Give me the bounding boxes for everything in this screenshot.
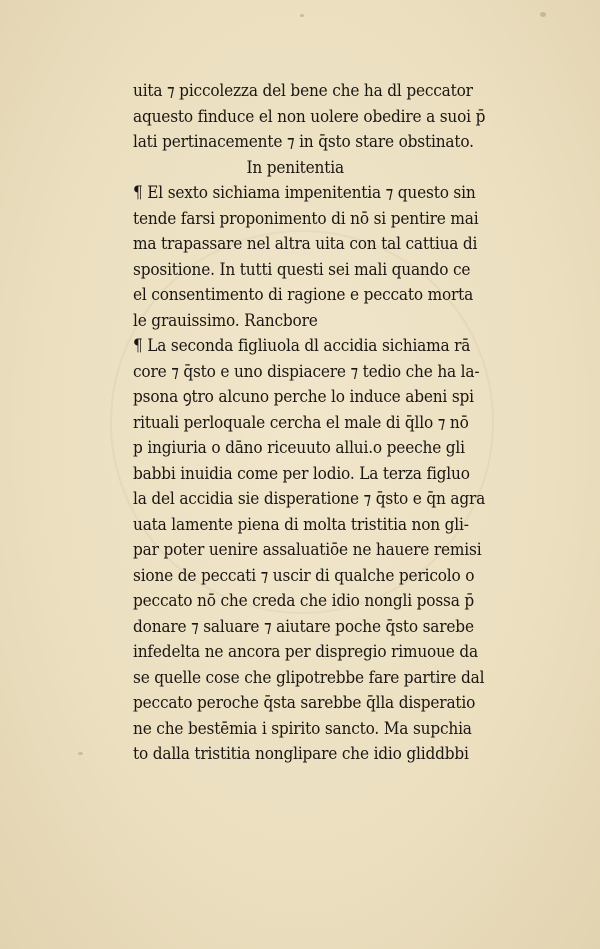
text-line: to dalla tristitia nonglipare che idio gliddbbi xyxy=(133,744,469,763)
text-line: aquesto finduce el non uolere obedire a suoi p̄ xyxy=(133,106,486,126)
text-line: se quelle cose che glipotrebbe fare partire dal xyxy=(133,667,485,687)
text-line: ne che bestēmia i spirito sancto. Ma supchia xyxy=(133,718,472,738)
text-line: peccato nō che creda che idio nongli possa p̄ xyxy=(133,591,475,610)
text-line: psona ꝯtro alcuno perche lo induce abeni spi xyxy=(133,387,474,406)
text-line: core ⁊ q̄sto e uno dispiacere ⁊ tedio che ha la- xyxy=(133,361,480,381)
text-line: sione de peccati ⁊ uscir di qualche pericolo o xyxy=(133,565,475,585)
text-line: babbi inuidia come per lodio. La terza figluo xyxy=(133,463,470,483)
text-line: par poter uenire assaluatiōe ne hauere remisi xyxy=(133,540,482,559)
text-line: donare ⁊ saluare ⁊ aiutare poche q̄sto sarebe xyxy=(133,616,474,636)
text-line: lati pertinacemente ⁊ in q̄sto stare obstinato. xyxy=(133,132,474,151)
paper-spot xyxy=(300,14,304,17)
text-line: el consentimento di ragione e peccato morta xyxy=(133,285,474,304)
text-line: uita ⁊ piccolezza del bene che ha dl peccator xyxy=(133,81,473,100)
paper-spot xyxy=(78,752,83,755)
text-line: ma trapassare nel altra uita con tal cattiua di xyxy=(133,234,478,253)
text-line: ¶ La seconda figliuola dl accidia sichiama rā xyxy=(133,336,471,355)
text-line: uata lamente piena di molta tristitia non gli- xyxy=(133,514,469,534)
section-heading: In penitentia xyxy=(246,157,344,177)
text-line: p ingiuria o dāno riceuuto allui.o peeche gli xyxy=(133,438,465,457)
text-block xyxy=(133,78,553,767)
text-line: rituali perloquale cercha el male di q̄llo ⁊ nō xyxy=(133,412,469,432)
text-line: infedelta ne ancora per dispregio rimuoue da xyxy=(133,642,478,661)
text-line: le grauissimo. Rancbore xyxy=(133,310,318,330)
text-line: tende farsi proponimento di nō si pentire mai xyxy=(133,208,479,228)
paper-spot xyxy=(540,12,546,17)
text-line: peccato peroche q̄sta sarebbe q̄lla disperatio xyxy=(133,693,476,712)
text-line: la del accidia sie disperatione ⁊ q̄sto e q̄n agra xyxy=(133,489,486,508)
text-line: ¶ El sexto sichiama impenitentia ⁊ questo sin xyxy=(133,183,476,202)
text-line: spositione. In tutti questi sei mali quando ce xyxy=(133,259,471,279)
